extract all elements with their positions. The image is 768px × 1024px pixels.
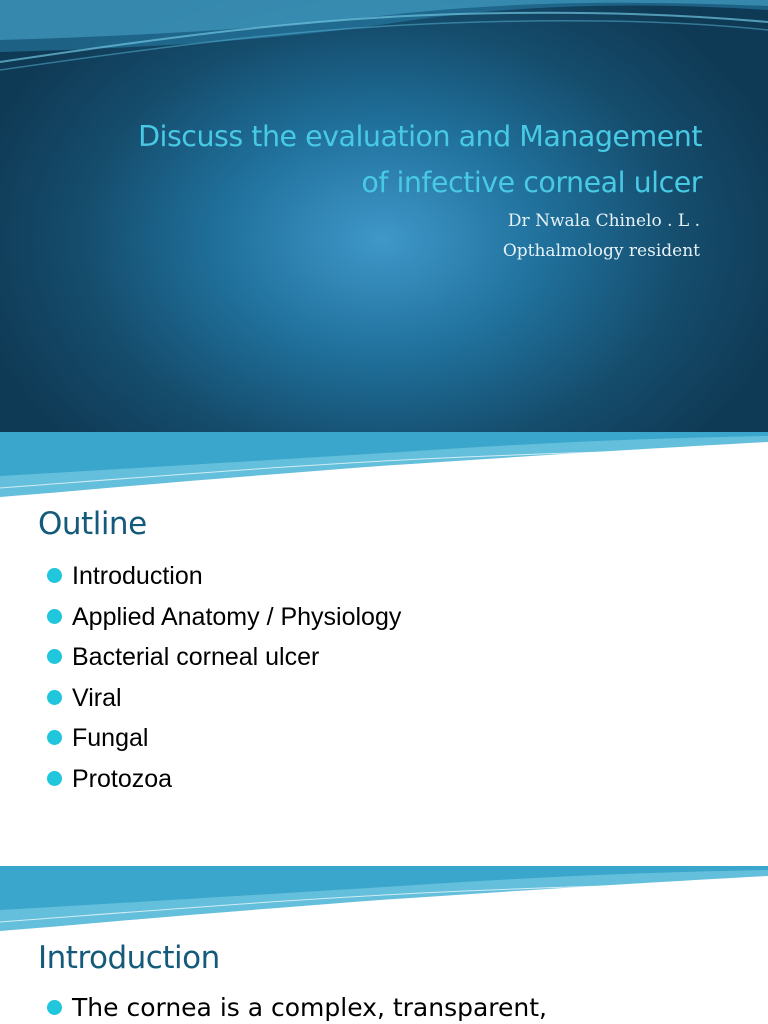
bullet-dot-icon bbox=[47, 649, 62, 664]
bullet-dot-icon bbox=[47, 771, 62, 786]
bullet-dot-icon bbox=[47, 609, 62, 624]
title-slide bbox=[0, 0, 768, 432]
bullet-text: Bacterial corneal ulcer bbox=[72, 643, 320, 671]
bullet-dot-icon bbox=[47, 568, 62, 583]
bullet-dot-icon bbox=[47, 730, 62, 745]
slide-heading: Outline bbox=[38, 506, 147, 542]
bullet-text: The cornea is a complex, transparent, bbox=[72, 993, 547, 1022]
bullet-text: Fungal bbox=[72, 724, 149, 752]
bullet-item bbox=[46, 720, 401, 761]
bullet-dot-icon bbox=[47, 690, 62, 705]
outline-slide bbox=[0, 432, 768, 864]
presenter-name: Dr Nwala Chinelo . L . bbox=[507, 211, 700, 231]
presentation-title bbox=[22, 114, 702, 206]
slide-heading: Introduction bbox=[38, 940, 220, 976]
header-wave-decoration bbox=[0, 432, 768, 512]
bullet-item bbox=[46, 680, 401, 721]
bullet-list bbox=[46, 558, 401, 801]
bullet-item bbox=[46, 558, 401, 599]
bullet-text: Viral bbox=[72, 683, 122, 712]
presenter-info bbox=[503, 206, 700, 266]
header-wave-decoration bbox=[0, 866, 768, 946]
bullet-item bbox=[46, 761, 401, 802]
bullet-item bbox=[46, 990, 547, 1024]
title-line-1: Discuss the evaluation and Management bbox=[138, 120, 702, 153]
bullet-item bbox=[46, 639, 401, 680]
bullet-list bbox=[46, 990, 547, 1024]
bullet-text: Introduction bbox=[72, 562, 203, 590]
bullet-item bbox=[46, 599, 401, 640]
header-wave-decoration bbox=[0, 0, 768, 80]
presenter-role: Opthalmology resident bbox=[502, 241, 700, 261]
title-line-2: of infective corneal ulcer bbox=[361, 166, 702, 199]
introduction-slide bbox=[0, 866, 768, 1024]
bullet-text: Applied Anatomy / Physiology bbox=[72, 602, 402, 631]
bullet-text: Protozoa bbox=[72, 764, 173, 793]
bullet-dot-icon bbox=[47, 1000, 62, 1015]
